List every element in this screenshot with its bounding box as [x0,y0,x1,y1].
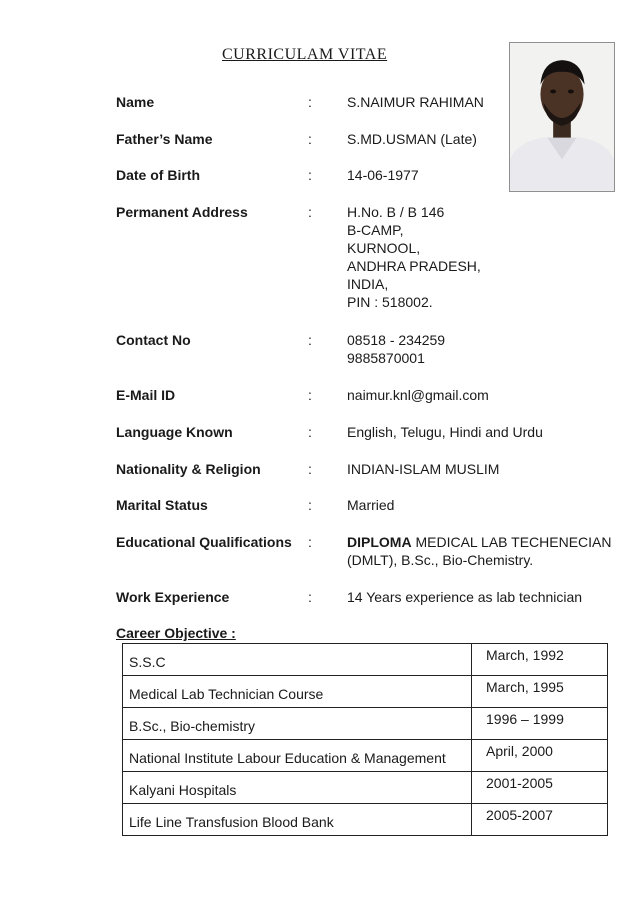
language-value: English, Telugu, Hindi and Urdu [347,424,543,440]
career-date: 2001-2005 [472,772,608,804]
address-value [347,203,617,311]
colon: : [308,497,312,513]
education-diploma-name: MEDICAL LAB TECHENECIAN [411,534,612,550]
education-diploma: DIPLOMA [347,534,412,550]
experience-value: 14 Years experience as lab technician [347,589,583,605]
colon: : [308,204,312,220]
dob-value: 14-06-1977 [347,167,419,183]
marital-value: Married [347,497,395,513]
phone-number: 08518 - 234259 [347,332,446,348]
address-line: ANDHRA PRADESH, [347,258,481,274]
career-item: S.S.C [123,644,472,676]
career-objective-heading: Career Objective : [116,625,236,641]
career-item: B.Sc., Bio-chemistry [123,708,472,740]
email-label: E-Mail ID [116,387,176,403]
colon: : [308,94,312,110]
contact-value [347,331,617,367]
career-date: 2005-2007 [472,804,608,836]
address-line: PIN : 518002. [347,294,433,310]
colon: : [308,387,312,403]
table-row [123,676,608,708]
table-row [123,772,608,804]
career-date: April, 2000 [472,740,608,772]
table-row [123,804,608,836]
career-table [122,643,608,836]
career-date: March, 1995 [472,676,608,708]
career-date: March, 1992 [472,644,608,676]
nationality-label: Nationality & Religion [116,461,261,477]
career-date: 1996 – 1999 [472,708,608,740]
colon: : [308,424,312,440]
name-value: S.NAIMUR RAHIMAN [347,94,484,110]
name-label: Name [116,94,155,110]
career-item: Medical Lab Technician Course [123,676,472,708]
address-label: Permanent Address [116,204,248,220]
father-name-label: Father’s Name [116,131,213,147]
table-row [123,740,608,772]
phone-number: 9885870001 [347,350,425,366]
address-line: KURNOOL, [347,240,421,256]
table-row [123,644,608,676]
career-item: National Institute Labour Education & Management [123,740,472,772]
email-value: naimur.knl@gmail.com [347,387,489,403]
experience-label: Work Experience [116,589,230,605]
contact-label: Contact No [116,332,191,348]
nationality-value: INDIAN-ISLAM MUSLIM [347,461,500,477]
address-line: H.No. B / B 146 [347,204,445,220]
colon: : [308,534,312,550]
career-item: Kalyani Hospitals [123,772,472,804]
education-value [347,533,617,569]
education-label: Educational Qualifications [116,534,292,550]
colon: : [308,167,312,183]
address-line: B-CAMP, [347,222,404,238]
colon: : [308,461,312,477]
language-label: Language Known [116,424,233,440]
father-name-value: S.MD.USMAN (Late) [347,131,477,147]
address-line: INDIA, [347,276,389,292]
document-title: CURRICULAM VITAE [222,46,388,63]
dob-label: Date of Birth [116,167,200,183]
colon: : [308,332,312,348]
colon: : [308,589,312,605]
education-line2: (DMLT), B.Sc., Bio-Chemistry. [347,552,534,568]
career-item: Life Line Transfusion Blood Bank [123,804,472,836]
marital-label: Marital Status [116,497,208,513]
table-row [123,708,608,740]
colon: : [308,131,312,147]
